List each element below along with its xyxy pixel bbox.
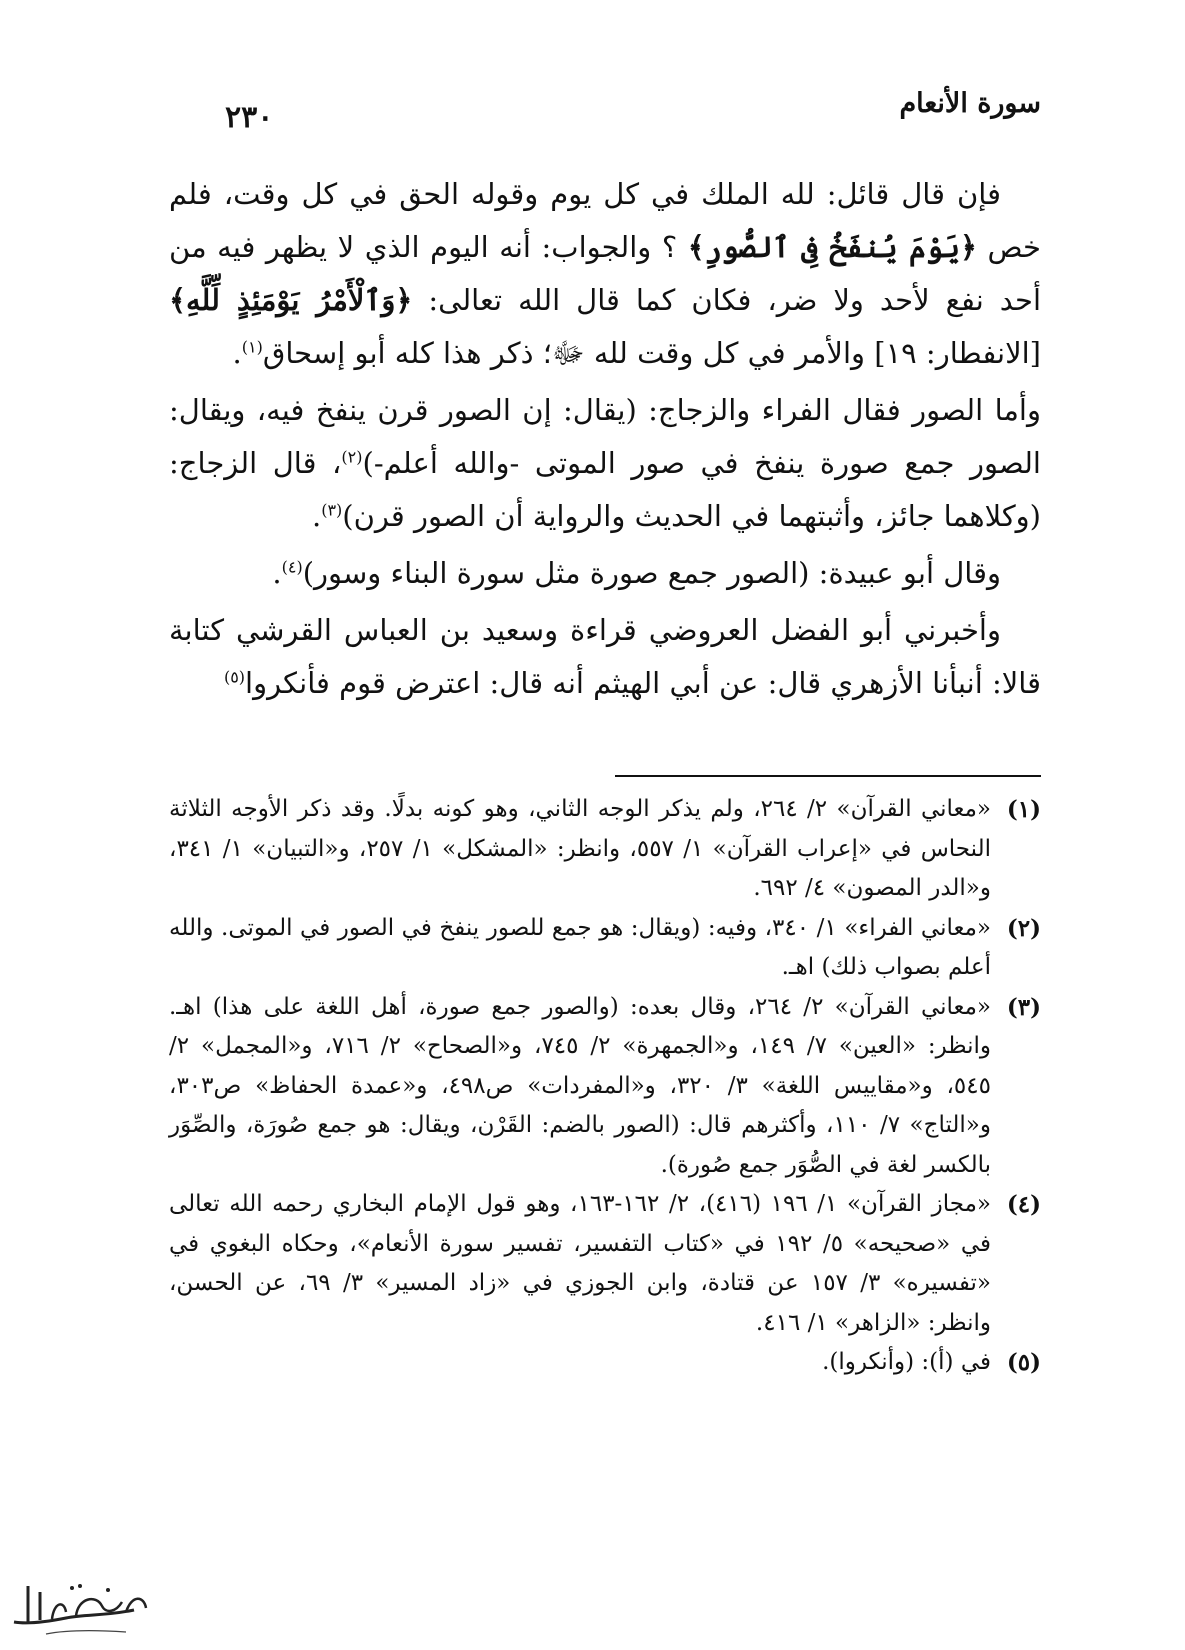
footnote-number: (٤) <box>1006 1191 1041 1218</box>
footnote-ref: (٥) <box>223 667 246 687</box>
footnote-ref: (٤) <box>281 557 303 577</box>
footnote-item <box>169 988 1041 1186</box>
footnotes <box>169 790 1041 1383</box>
surah-title: سورة الأنعام <box>899 88 1041 119</box>
text-run: . <box>272 556 282 590</box>
text-run: وأخبرني أبو الفضل العروضي قراءة وسعيد بن العباس القرشي كتابة قالا: أنبأنا الأزهري قال: عن أبي الهيثم أنه قال: اعترض قوم فأنكروا <box>169 613 1041 700</box>
text-run: [الانفطار: ١٩] والأمر في كل وقت لله ﷻ؛ ذكر هذا كله أبو إسحاق <box>262 336 1041 370</box>
page-number: ٢٣٠ <box>225 100 274 135</box>
page-header <box>225 88 1041 138</box>
paragraph <box>169 604 1041 710</box>
footnote-item <box>169 1343 1041 1383</box>
footnote-ref: (١) <box>241 337 263 357</box>
text-run: وقال أبو عبيدة: (الصور جمع صورة مثل سورة البناء وسور) <box>302 556 1001 590</box>
footnote-text: «مجاز القرآن» ١/ ١٩٦ (٤١٦)، ٢/ ١٦٢-١٦٣، وهو قول الإمام البخاري رحمه الله تعالى في «صحيحه» ٥/ ١٩٢ في «كتاب التفسير، تفسير سورة الأنعام»، وحكاه البغوي في «تفسيره» ٣/ ١٥٧ عن قتادة، وابن الجوزي في «زاد المسير» ٣/ ٦٩، عن الحسن، وانظر: «الزاهر» ١/ ٤١٦. <box>169 1191 991 1336</box>
paragraph <box>169 384 1041 543</box>
footnote-item <box>169 1185 1041 1343</box>
paragraph <box>169 168 1041 380</box>
quran-quote: ﴿وَٱلْأَمْرُ يَوْمَئِذٍ لِّلَّهِ﴾ <box>169 283 413 317</box>
footnote-ref: (٢) <box>341 447 363 467</box>
footnote-item <box>169 790 1041 909</box>
text-run: فإن قال قائل: لله الملك في كل يوم وقوله الحق في كل وقت، فلم خص <box>169 177 1041 264</box>
footnote-item <box>169 909 1041 988</box>
calligraphy-seal-logo <box>6 1572 156 1644</box>
main-text <box>169 168 1041 710</box>
footnote-divider <box>615 775 1041 777</box>
footnote-text: «معاني الفراء» ١/ ٣٤٠، وفيه: (ويقال: هو جمع للصور ينفخ في الصور في الموتى. والله أعلم بصواب ذلك) اهـ. <box>169 914 991 980</box>
footnote-text: في (أ): (وأنكروا). <box>822 1349 991 1375</box>
footnote-number: (٢) <box>1006 914 1041 942</box>
quran-quote: ﴿يَوْمَ يُنفَخُ فِى ٱلصُّورِ﴾ <box>687 230 977 264</box>
footnote-number: (٥) <box>1006 1349 1041 1376</box>
paragraph <box>169 547 1041 600</box>
footnote-text: «معاني القرآن» ٢/ ٢٦٤، ولم يذكر الوجه الثاني، وهو كونه بدلًا. وقد ذكر الأوجه الثلاثة النحاس في «إعراب القرآن» ١/ ٥٥٧، وانظر: «المشكل» ١/ ٢٥٧، و«التبيان» ١/ ٣٤١، و«الدر المصون» ٤/ ٦٩٢. <box>169 796 992 901</box>
footnote-number: (٣) <box>1006 993 1041 1021</box>
footnote-text: «معاني القرآن» ٢/ ٢٦٤، وقال بعده: (والصور جمع صورة، أهل اللغة على هذا) اهـ. وانظر: «العين» ٧/ ١٤٩، و«الجمهرة» ٢/ ٧٤٥، و«الصحاح» ٢/ ٧١٦، و«المجمل» ٢/ ٥٤٥، و«مقاييس اللغة» ٣/ ٣٢٠، و«المفردات» ص٤٩٨، و«عمدة الحفاظ» ص٣٠٣، و«التاج» ٧/ ١١٠، وأكثرهم قال: (الصور بالضم: القَرْن، ويقال: هو جمع صُورَة، والصِّوَر بالكسر لغة في الصُّوَر جمع صُورة). <box>169 993 992 1178</box>
text-run: . <box>232 336 242 370</box>
footnote-ref: (٣) <box>321 500 343 520</box>
text-run: ؟ والجواب: أنه اليوم الذي لا يظهر فيه من أحد نفع لأحد ولا ضر، فكان كما قال الله تعالى: <box>169 230 1042 317</box>
footnote-number: (١) <box>1006 796 1041 823</box>
text-run: ، قال الزجاج: (وكلاهما جائز، وأثبتهما في الحديث والرواية أن الصور قرن) <box>169 446 1041 533</box>
text-run: . <box>311 499 322 533</box>
text-run: وأما الصور فقال الفراء والزجاج: (يقال: إن الصور قرن ينفخ فيه، ويقال: الصور جمع صورة ينفخ في صور الموتى -والله أعلم-) <box>169 393 1041 480</box>
